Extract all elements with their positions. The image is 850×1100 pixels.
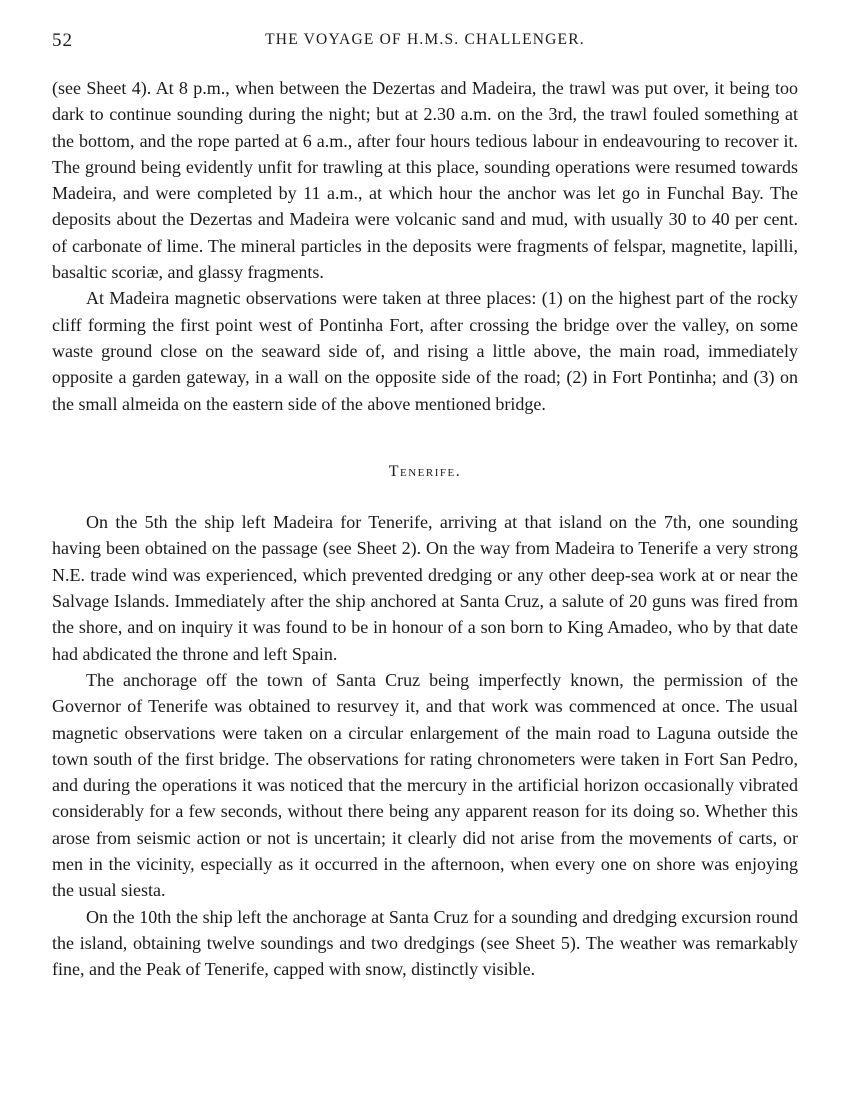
- paragraph-excursion: On the 10th the ship left the anchorage at Santa Cruz for a sounding and dredging excursion round the island, obtaining twelve soundings and two dredgings (see Sheet 5). The weather was remarkably fine, and the Peak of Tenerife, capped with snow, distinctly visible.: [52, 906, 798, 980]
- body-text: [52, 75, 798, 983]
- paragraph-santa-cruz-anchorage: The anchorage off the town of Santa Cruz being imperfectly known, the permission of the Governor of Tenerife was obtained to resurvey it, and that work was commenced at once. The usual magnetic observations were taken on a circular enlargement of the main road to Laguna outside the town south of the first bridge. The observations for rating chronometers were taken in Fort San Pedro, and during the operations it was noticed that the mercury in the artificial horizon occasionally vibrated considerably for a few seconds, without there being any apparent reason for its doing so. Whether this arose from seismic action or not is uncertain; it clearly did not arise from the movements of carts, or men in the vicinity, especially as it occurred in the afternoon, when every one on shore was enjoying the usual siesta.: [52, 669, 798, 901]
- paragraph-continuation: (see Sheet 4). At 8 p.m., when between the Dezertas and Madeira, the trawl was put over, it being too dark to continue sounding during the night; but at 2.30 a.m. on the 3rd, the trawl fouled something at the bottom, and the rope parted at 6 a.m., after four hours tedious labour in endeavouring to recover it. The ground being evidently unfit for trawling at this place, sounding operations were resumed towards Madeira, and were completed by 11 a.m., at which hour the anchor was let go in Funchal Bay. The deposits about the Dezertas and Madeira were volcanic sand and mud, with usually 30 to 40 per cent. of carbonate of lime. The mineral particles in the deposits were fragments of felspar, magnetite, lapilli, basaltic scoriæ, and glassy fragments.: [52, 78, 798, 283]
- page-number: 52: [52, 30, 73, 51]
- book-page: [52, 30, 798, 983]
- running-head: [52, 30, 798, 60]
- paragraph-madeira-magnetic: At Madeira magnetic observations were taken at three places: (1) on the highest part of the rocky cliff forming the first point west of Pontinha Fort, after crossing the bridge over the valley, on some waste ground close on the seaward side of, and rising a little above, the main road, immediately opposite a garden gateway, in a wall on the opposite side of the road; (2) in Fort Pontinha; and (3) on the small almeida on the eastern side of the above mentioned bridge.: [52, 288, 798, 414]
- running-title: THE VOYAGE OF H.M.S. CHALLENGER.: [265, 31, 585, 48]
- section-heading-tenerife: Tenerife.: [388, 462, 462, 480]
- paragraph-tenerife-arrival: On the 5th the ship left Madeira for Tenerife, arriving at that island on the 7th, one sounding having been obtained on the passage (see Sheet 2). On the way from Madeira to Tenerife a very strong N.E. trade wind was experienced, which prevented dredging or any other deep-sea work at or near the Salvage Islands. Immediately after the ship anchored at Santa Cruz, a salute of 20 guns was fired from the shore, and on inquiry it was found to be in honour of a son born to King Amadeo, who by that date had abdicated the throne and left Spain.: [52, 512, 798, 664]
